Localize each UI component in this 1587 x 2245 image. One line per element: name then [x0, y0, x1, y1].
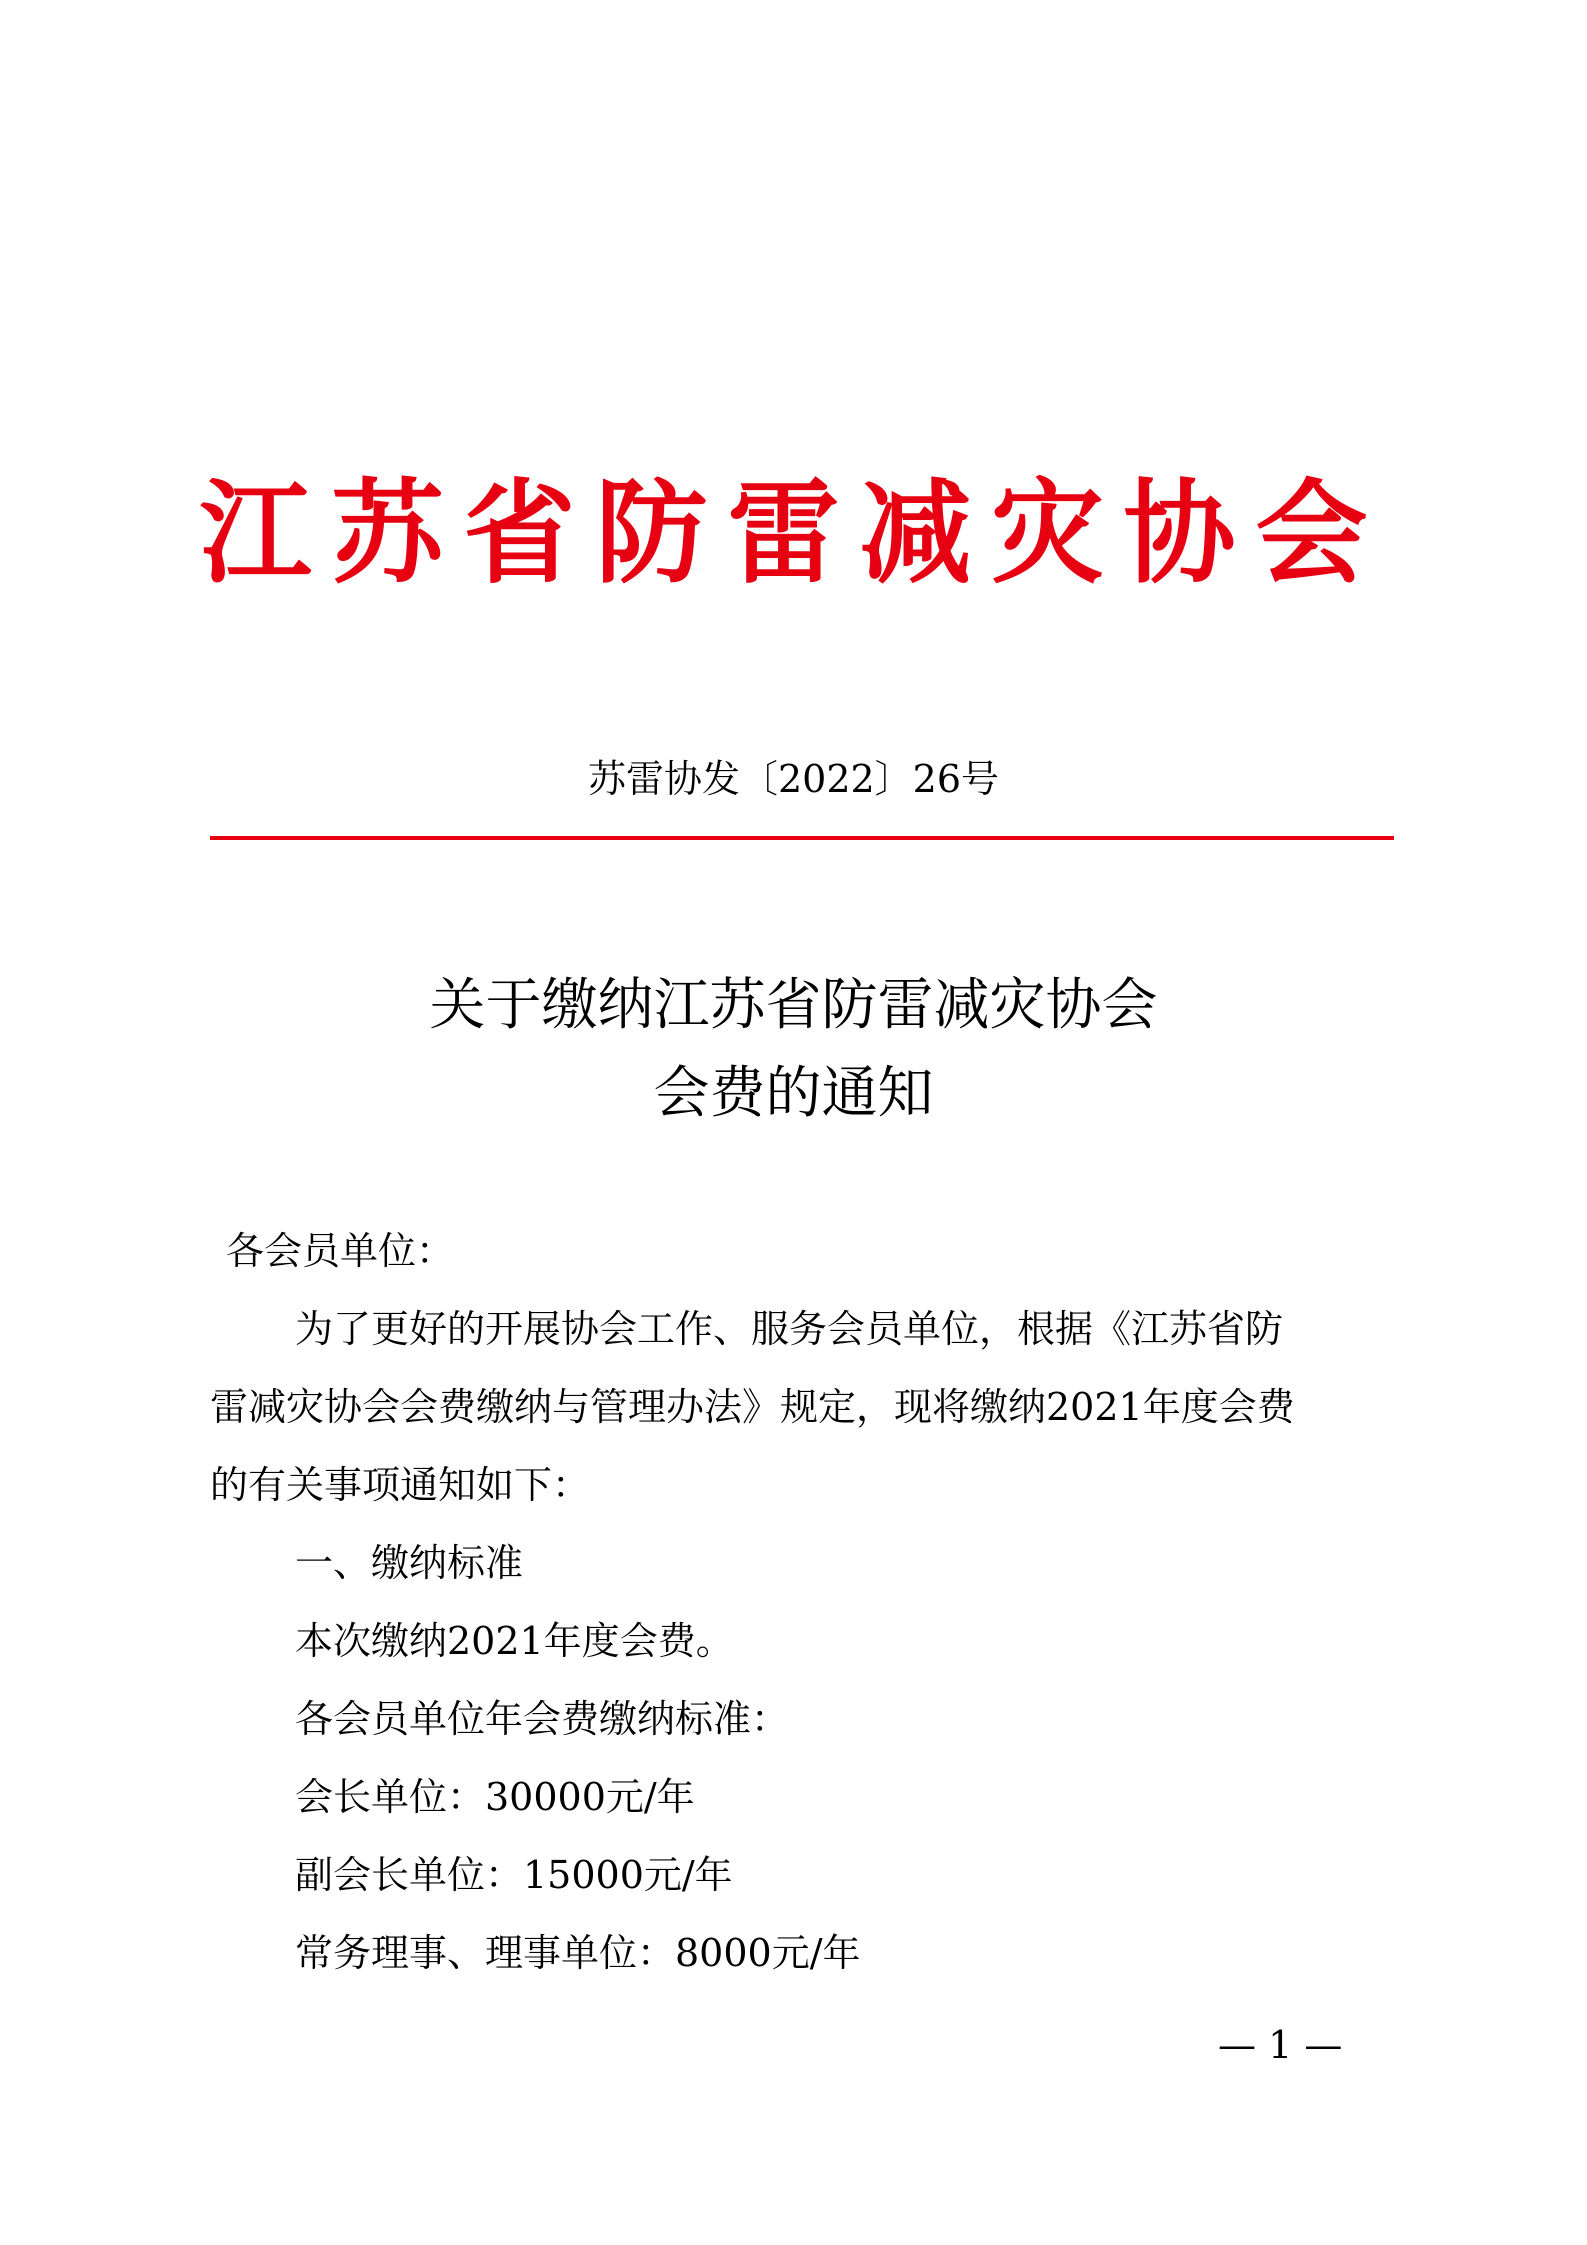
notice-title-line-2: 会费的通知 — [653, 1061, 934, 1126]
notice-title-line-1: 关于缴纳江苏省防雷减灾协会 — [429, 973, 1158, 1038]
document-number: 苏雷协发〔2022〕26号 — [587, 757, 1000, 801]
fee-standard-line: 会长单位：30000元/年 — [295, 1775, 695, 1819]
section-heading: 一、缴纳标准 — [295, 1541, 524, 1585]
intro-paragraph-line: 的有关事项通知如下： — [210, 1463, 591, 1507]
intro-paragraph-line: 为了更好的开展协会工作、服务会员单位，根据《江苏省防 — [295, 1307, 1284, 1351]
salutation: 各会员单位： — [226, 1229, 455, 1273]
page-number: — 1 — — [1218, 2023, 1343, 2067]
intro-paragraph-line: 雷减灾协会会费缴纳与管理办法》规定，现将缴纳2021年度会费 — [210, 1385, 1295, 1429]
section-paragraph-line: 各会员单位年会费缴纳标准： — [295, 1697, 790, 1741]
fee-standard-line: 副会长单位：15000元/年 — [295, 1853, 733, 1897]
header-divider-rule — [210, 836, 1394, 840]
fee-standard-line: 常务理事、理事单位：8000元/年 — [295, 1931, 861, 1975]
section-paragraph-line: 本次缴纳2021年度会费。 — [295, 1619, 734, 1663]
issuing-organization-heading: 江苏省防雷减灾协会 — [199, 469, 1388, 599]
